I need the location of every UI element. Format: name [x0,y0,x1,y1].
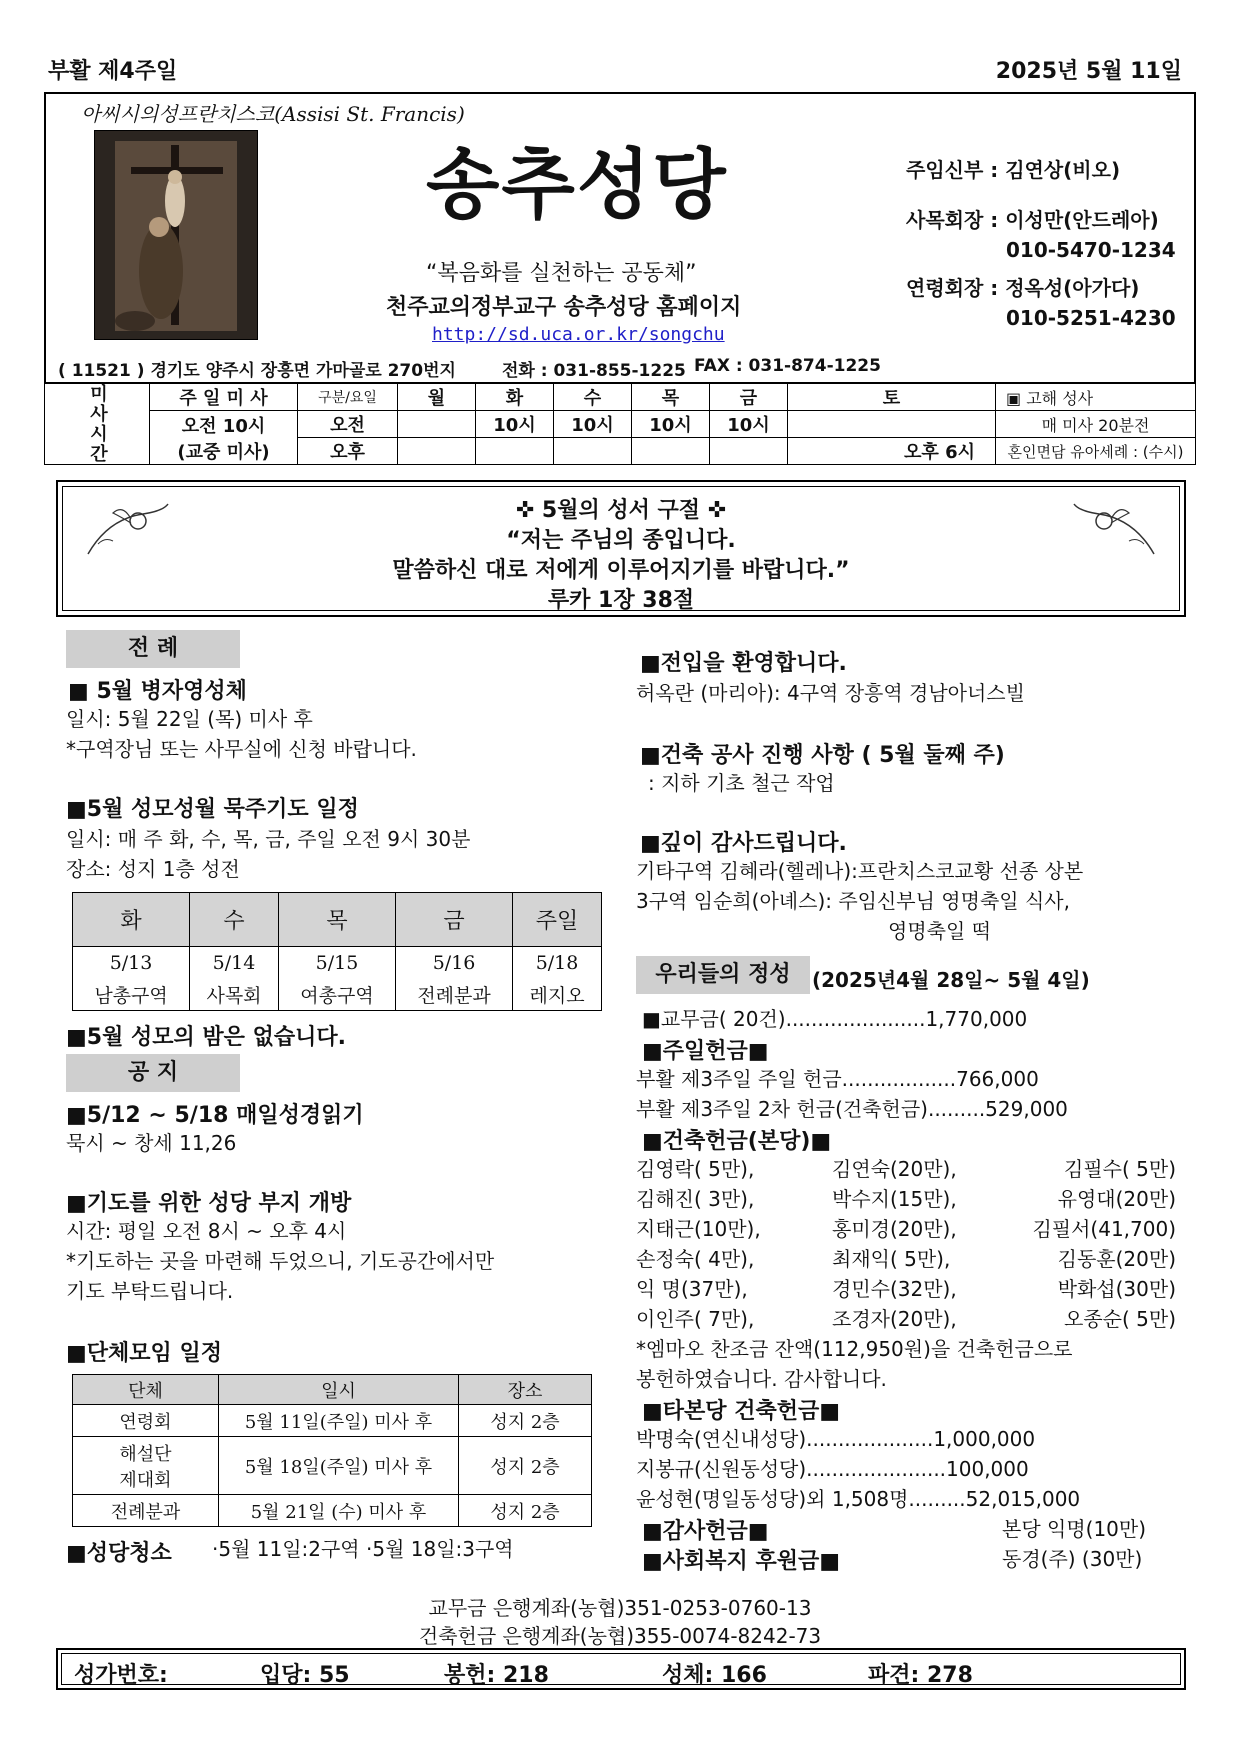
checkbox-icon: ▣ [1006,388,1022,408]
pastor: 주임신부 : 김연상(비오) [906,158,1121,182]
group-name: 전례분과 [73,1495,219,1527]
homepage-link[interactable]: http://sd.uca.or.kr/songchu [432,324,725,345]
patron-saint: 아씨시의성프란치스코(Assisi St. Francis) [81,102,465,126]
rosary-schedule-table [72,892,602,1011]
council-chair-phone: 010-5470-1234 [1006,238,1176,262]
emmaus-note-1: *엠마오 찬조금 잔액(112,950원)을 건축헌금으로 [636,1337,1073,1361]
hymn-communion: 성체: 166 [662,1663,767,1688]
donor: 손정숙( 4만), [636,1247,755,1271]
thanks-offering-value: 본당 익명(10만) [1002,1517,1147,1541]
donor: 홍미경(20만), [832,1217,957,1241]
group-meeting-title: ■단체모임 일정 [66,1341,222,1366]
thanks-line-3: 영명축일 떡 [888,919,991,943]
bank-account-tithe: 교무금 은행계좌(농협)351-0253-0760-13 [428,1596,812,1620]
group-header: 장소 [459,1375,592,1405]
category-head: 구분/요일 [298,384,398,411]
wedding-baptism: 혼인면담 유아세례 : (수시) [996,438,1196,465]
building-fund-title: ■건축헌금(본당)■ [642,1129,832,1154]
sick-communion-title: ■ 5월 병자영성체 [68,679,247,704]
other-parish-title: ■타본당 건축헌금■ [642,1399,840,1424]
rosary-day: 수 [190,893,279,947]
church-name: 송추성당 [426,140,728,229]
prayer-open-title: ■기도를 위한 성당 부지 개방 [66,1191,352,1216]
donor-row [636,1214,1176,1244]
hymn-box [56,1648,1186,1690]
day-tue: 화 [476,384,554,411]
bulletin-date: 2025년 5월 11일 [995,59,1182,84]
hymn-label: 성가번호: [74,1663,168,1688]
section-notice: 공 지 [66,1054,240,1092]
am-fri: 10시 [710,411,788,438]
prayer-open-time: 시간: 평일 오전 8시 ~ 오후 4시 [66,1219,347,1243]
diocese-homepage-label: 천주교의정부교구 송추성당 홈페이지 [386,295,742,320]
bible-reading-title: ■5/12 ~ 5/18 매일성경읽기 [66,1103,364,1128]
rosary-time: 일시: 매 주 화, 수, 목, 금, 주일 오전 9시 30분 [66,827,471,851]
elder-chair: 연령회장 : 정옥성(아가다) [906,276,1140,300]
sunday-collection-2: 부활 제3주일 2차 헌금(건축헌금).........529,000 [636,1097,1068,1121]
sick-communion-time: 일시: 5월 22일 (목) 미사 후 [66,707,313,731]
am-wed: 10시 [554,411,632,438]
construction-title: ■건축 공사 진행 사항 ( 5월 둘째 주) [640,743,1005,768]
pm-tue [476,438,554,465]
liturgical-week: 부활 제4주일 [48,59,178,84]
prayer-open-note-2: 기도 부탁드립니다. [66,1279,234,1303]
day-thu: 목 [632,384,710,411]
rosary-group: 사목회 [190,979,279,1011]
group-place: 성지 2층 [459,1437,592,1495]
sunday-note: (교중 미사) [177,441,270,463]
sunday-mass-head: 주 일 미 사 [150,384,298,411]
offering-period: (2025년4월 28일~ 5월 4일) [812,968,1090,992]
hymn-offertory: 봉헌: 218 [444,1663,549,1688]
rosary-date: 5/15 [278,947,395,979]
may-night-notice: ■5월 성모의 밤은 없습니다. [66,1025,346,1050]
motto: “복음화를 실천하는 공동체” [426,261,697,286]
donor: 오종순( 5만) [1064,1307,1176,1331]
building-donor-list [636,1154,1176,1334]
donor: 김필수( 5만) [1064,1157,1176,1181]
rosary-date: 5/18 [513,947,602,979]
day-sat: 토 [788,384,996,411]
welcome-title: ■전입을 환영합니다. [640,651,847,676]
donor: 김필서(41,700) [1032,1217,1176,1241]
bank-account-building: 건축헌금 은행계좌(농협)355-0074-8242-73 [418,1624,822,1648]
donor-row [636,1304,1176,1334]
sunday-time: 오전 10시 [181,415,266,437]
rosary-day: 화 [73,893,190,947]
confession-cell [996,384,1196,411]
mass-schedule-table [44,383,1196,465]
welcome-entry: 허옥란 (마리아): 4구역 장흥역 경남아너스빌 [636,681,1025,705]
section-liturgy: 전 례 [66,630,240,668]
thanks-line-1: 기타구역 김혜라(헬레나):프란치스코교황 선종 상본 [636,859,1084,883]
donor-row [636,1184,1176,1214]
group-time: 5월 11일(주일) 미사 후 [219,1405,459,1437]
donor: 최재익( 5만), [832,1247,951,1271]
group-name: 연령회 [73,1405,219,1437]
am-mon [398,411,476,438]
prayer-open-note-1: *기도하는 곳을 마련해 두었으니, 기도공간에서만 [66,1249,495,1273]
donor: 익 명(37만), [636,1277,748,1301]
am-thu: 10시 [632,411,710,438]
pm-label: 오후 [298,438,398,465]
group-name: 해설단 제대회 [73,1437,219,1495]
tithe-total: ■교무금( 20건)......................1,770,000 [642,1007,1028,1031]
rosary-group: 여총구역 [278,979,395,1011]
day-wed: 수 [554,384,632,411]
donor: 조경자(20만), [832,1307,957,1331]
donor-row [636,1154,1176,1184]
sunday-collection-1: 부활 제3주일 주일 헌금..................766,000 [636,1067,1039,1091]
council-chair: 사목회장 : 이성만(안드레아) [906,208,1159,232]
welfare-title: ■사회복지 후원금■ [642,1549,840,1574]
sunday-collection-title: ■주일헌금■ [642,1039,769,1064]
bible-reading-range: 묵시 ~ 창세 11,26 [66,1131,237,1155]
rosary-group: 전례분과 [396,979,513,1011]
emmaus-note-2: 봉헌하였습니다. 감사합니다. [636,1367,887,1391]
donor: 지태근(10만), [636,1217,761,1241]
am-tue: 10시 [476,411,554,438]
am-sat [788,411,996,438]
group-header: 단체 [73,1375,219,1405]
pm-fri [710,438,788,465]
verse-title: ✜ 5월의 성서 구절 ✜ [515,498,727,523]
group-place: 성지 2층 [459,1405,592,1437]
day-fri: 금 [710,384,788,411]
rosary-date: 5/13 [73,947,190,979]
donor: 경민수(32만), [832,1277,957,1301]
donor: 김해진( 3만), [636,1187,755,1211]
elder-chair-phone: 010-5251-4230 [1006,306,1176,330]
group-place: 성지 2층 [459,1495,592,1527]
thanks-title: ■깊이 감사드립니다. [640,831,847,856]
other-parish-1: 박명숙(연신내성당)....................1,000,000 [636,1427,1036,1451]
rosary-day: 금 [396,893,513,947]
verse-line-2: 말씀하신 대로 저에게 이루어지기를 바랍니다.” [392,558,850,583]
verse-line-1: “저는 주님의 종입니다. [506,528,736,553]
cleaning-schedule: ·5월 11일:2구역 ·5월 18일:3구역 [212,1537,514,1561]
day-mon: 월 [398,384,476,411]
donor: 김영락( 5만), [636,1157,755,1181]
am-label: 오전 [298,411,398,438]
thanks-offering-title: ■감사헌금■ [642,1519,769,1544]
rosary-group: 레지오 [513,979,602,1011]
other-parish-2: 지봉규(신원동성당)......................100,000 [636,1457,1029,1481]
pm-wed [554,438,632,465]
donor: 박화섭(30만) [1057,1277,1176,1301]
rosary-title: ■5월 성모성월 묵주기도 일정 [66,797,359,822]
rosary-day: 목 [278,893,395,947]
address: ( 11521 ) 경기도 양주시 장흥면 가마골로 270번지 [58,361,456,381]
group-time: 5월 21일 (수) 미사 후 [219,1495,459,1527]
header-box [44,92,1196,384]
rosary-date: 5/14 [190,947,279,979]
welfare-value: 동경(주) (30만) [1002,1547,1143,1571]
donor-row [636,1244,1176,1274]
hymn-inner-frame [61,1653,1181,1688]
confession-time: 매 미사 20분전 [996,411,1196,438]
rosary-date: 5/16 [396,947,513,979]
confession-label: 고해 성사 [1026,388,1094,408]
donor: 유영대(20만) [1057,1187,1176,1211]
donor-row [636,1274,1176,1304]
rosary-place: 장소: 성지 1층 성전 [66,857,240,881]
rosary-group: 남총구역 [73,979,190,1011]
verse-inner-frame [62,486,1180,611]
fax: FAX : 031-874-1225 [694,356,881,376]
sunday-mass-time [150,411,298,465]
verse-box [56,480,1186,617]
pm-thu [632,438,710,465]
cleaning-title: ■성당청소 [66,1541,172,1566]
sick-communion-note: *구역장님 또는 사무실에 신청 바랍니다. [66,737,417,761]
other-parish-3: 윤성현(명일동성당)외 1,508명.........52,015,000 [636,1487,1081,1511]
offering-section-label: 우리들의 정성 [636,956,810,994]
donor: 이인주( 7만), [636,1307,755,1331]
group-meeting-table [72,1374,592,1527]
hymn-dismissal: 파견: 278 [868,1663,973,1688]
crucifix-painting-image [94,130,258,340]
verse-reference: 루카 1장 38절 [547,588,695,613]
phone: 전화 : 031-855-1225 [502,361,686,381]
mass-time-side-label: 미사시간 [45,384,150,465]
thanks-line-2: 3구역 임순희(아녜스): 주임신부님 영명축일 식사, [636,889,1070,913]
construction-status: : 지하 기초 철근 작업 [648,771,835,795]
donor: 박수지(15만), [832,1187,957,1211]
donor: 김동훈(20만) [1057,1247,1176,1271]
donor: 김연숙(20만), [832,1157,957,1181]
group-time: 5월 18일(주일) 미사 후 [219,1437,459,1495]
group-header: 일시 [219,1375,459,1405]
rosary-day: 주일 [513,893,602,947]
hymn-entrance: 입당: 55 [260,1663,350,1688]
pm-mon [398,438,476,465]
pm-sat: 오후 6시 [788,438,996,465]
